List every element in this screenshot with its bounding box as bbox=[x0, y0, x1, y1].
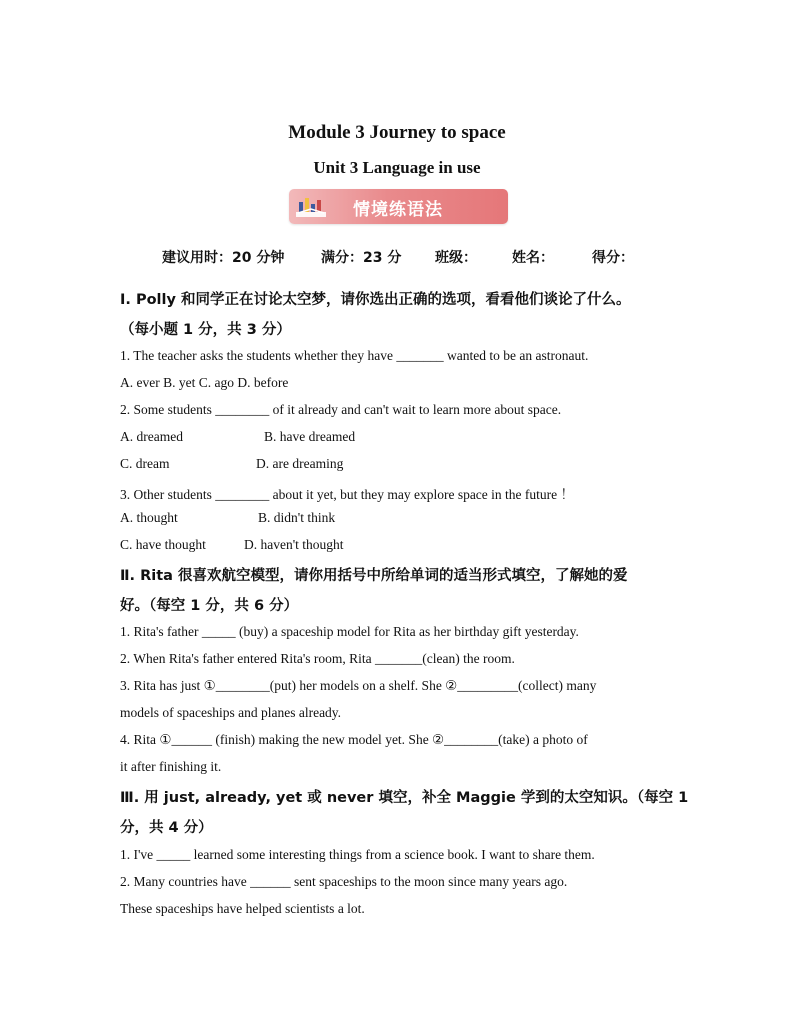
section3-heading-cont: 分，共 4 分） bbox=[120, 820, 213, 836]
name-label: 姓名： bbox=[512, 250, 554, 266]
answer-option: C. have thought bbox=[120, 537, 206, 552]
answer-options: A. ever B. yet C. ago D. before bbox=[120, 375, 289, 390]
answer-option: C. dream bbox=[120, 456, 170, 471]
question-text: 2. Some students ________ of it already and can't wait to learn more about space. bbox=[120, 402, 562, 417]
section1-heading-cont: （每小题 1 分，共 3 分） bbox=[120, 322, 291, 338]
section-banner bbox=[289, 189, 508, 224]
question-text: 2. Many countries have ______ sent spaceships to the moon since many years ago. bbox=[120, 874, 568, 889]
question-text: 3. Other students ________ about it yet, but they may explore space in the future ！ bbox=[120, 487, 575, 502]
question-text: 1. I've _____ learned some interesting things from a science book. I want to share them. bbox=[120, 847, 595, 862]
score-label: 满分：23 分 bbox=[321, 250, 402, 266]
book-chart-icon bbox=[295, 195, 327, 219]
section2-heading-cont: 好。（每空 1 分，共 6 分） bbox=[120, 598, 299, 614]
question-text: 3. Rita has just ①________(put) her models on a shelf. She ②_________(collect) many bbox=[120, 678, 597, 693]
section1-heading: I. Polly 和同学正在讨论太空梦，请你选出正确的选项，看看他们谈论了什么。 bbox=[120, 292, 631, 308]
class-label: 班级： bbox=[435, 250, 477, 266]
time-label: 建议用时：20 分钟 bbox=[162, 250, 285, 266]
question-text: 1. Rita's father _____ (buy) a spaceship model for Rita as her birthday gift yesterday. bbox=[120, 624, 579, 639]
answer-option: B. have dreamed bbox=[264, 429, 356, 444]
page-subtitle: Unit 3 Language in use bbox=[313, 158, 481, 177]
grade-label: 得分： bbox=[592, 250, 634, 266]
answer-option: D. haven't thought bbox=[244, 537, 344, 552]
banner-label: 情境练语法 bbox=[353, 200, 443, 220]
question-text: 4. Rita ①______ (finish) making the new model yet. She ②________(take) a photo of bbox=[120, 732, 588, 747]
answer-option: A. dreamed bbox=[120, 429, 183, 444]
question-text: 1. The teacher asks the students whether they have _______ wanted to be an astronaut. bbox=[120, 348, 589, 363]
section2-heading: Ⅱ. Rita 很喜欢航空模型，请你用括号中所给单词的适当形式填空，了解她的爱 bbox=[120, 568, 628, 584]
page-title: Module 3 Journey to space bbox=[288, 122, 506, 143]
section3-heading: Ⅲ. 用 just, already, yet 或 never 填空，补全 Maggie 学到的太空知识。（每空 1 bbox=[120, 790, 689, 806]
question-text-cont: it after finishing it. bbox=[120, 759, 222, 774]
question-text-cont: These spaceships have helped scientists a lot. bbox=[120, 901, 365, 916]
answer-option: B. didn't think bbox=[258, 510, 336, 525]
question-text-cont: models of spaceships and planes already. bbox=[120, 705, 342, 720]
question-text: 2. When Rita's father entered Rita's room, Rita _______(clean) the room. bbox=[120, 651, 515, 666]
answer-option: D. are dreaming bbox=[256, 456, 344, 471]
answer-option: A. thought bbox=[120, 510, 178, 525]
